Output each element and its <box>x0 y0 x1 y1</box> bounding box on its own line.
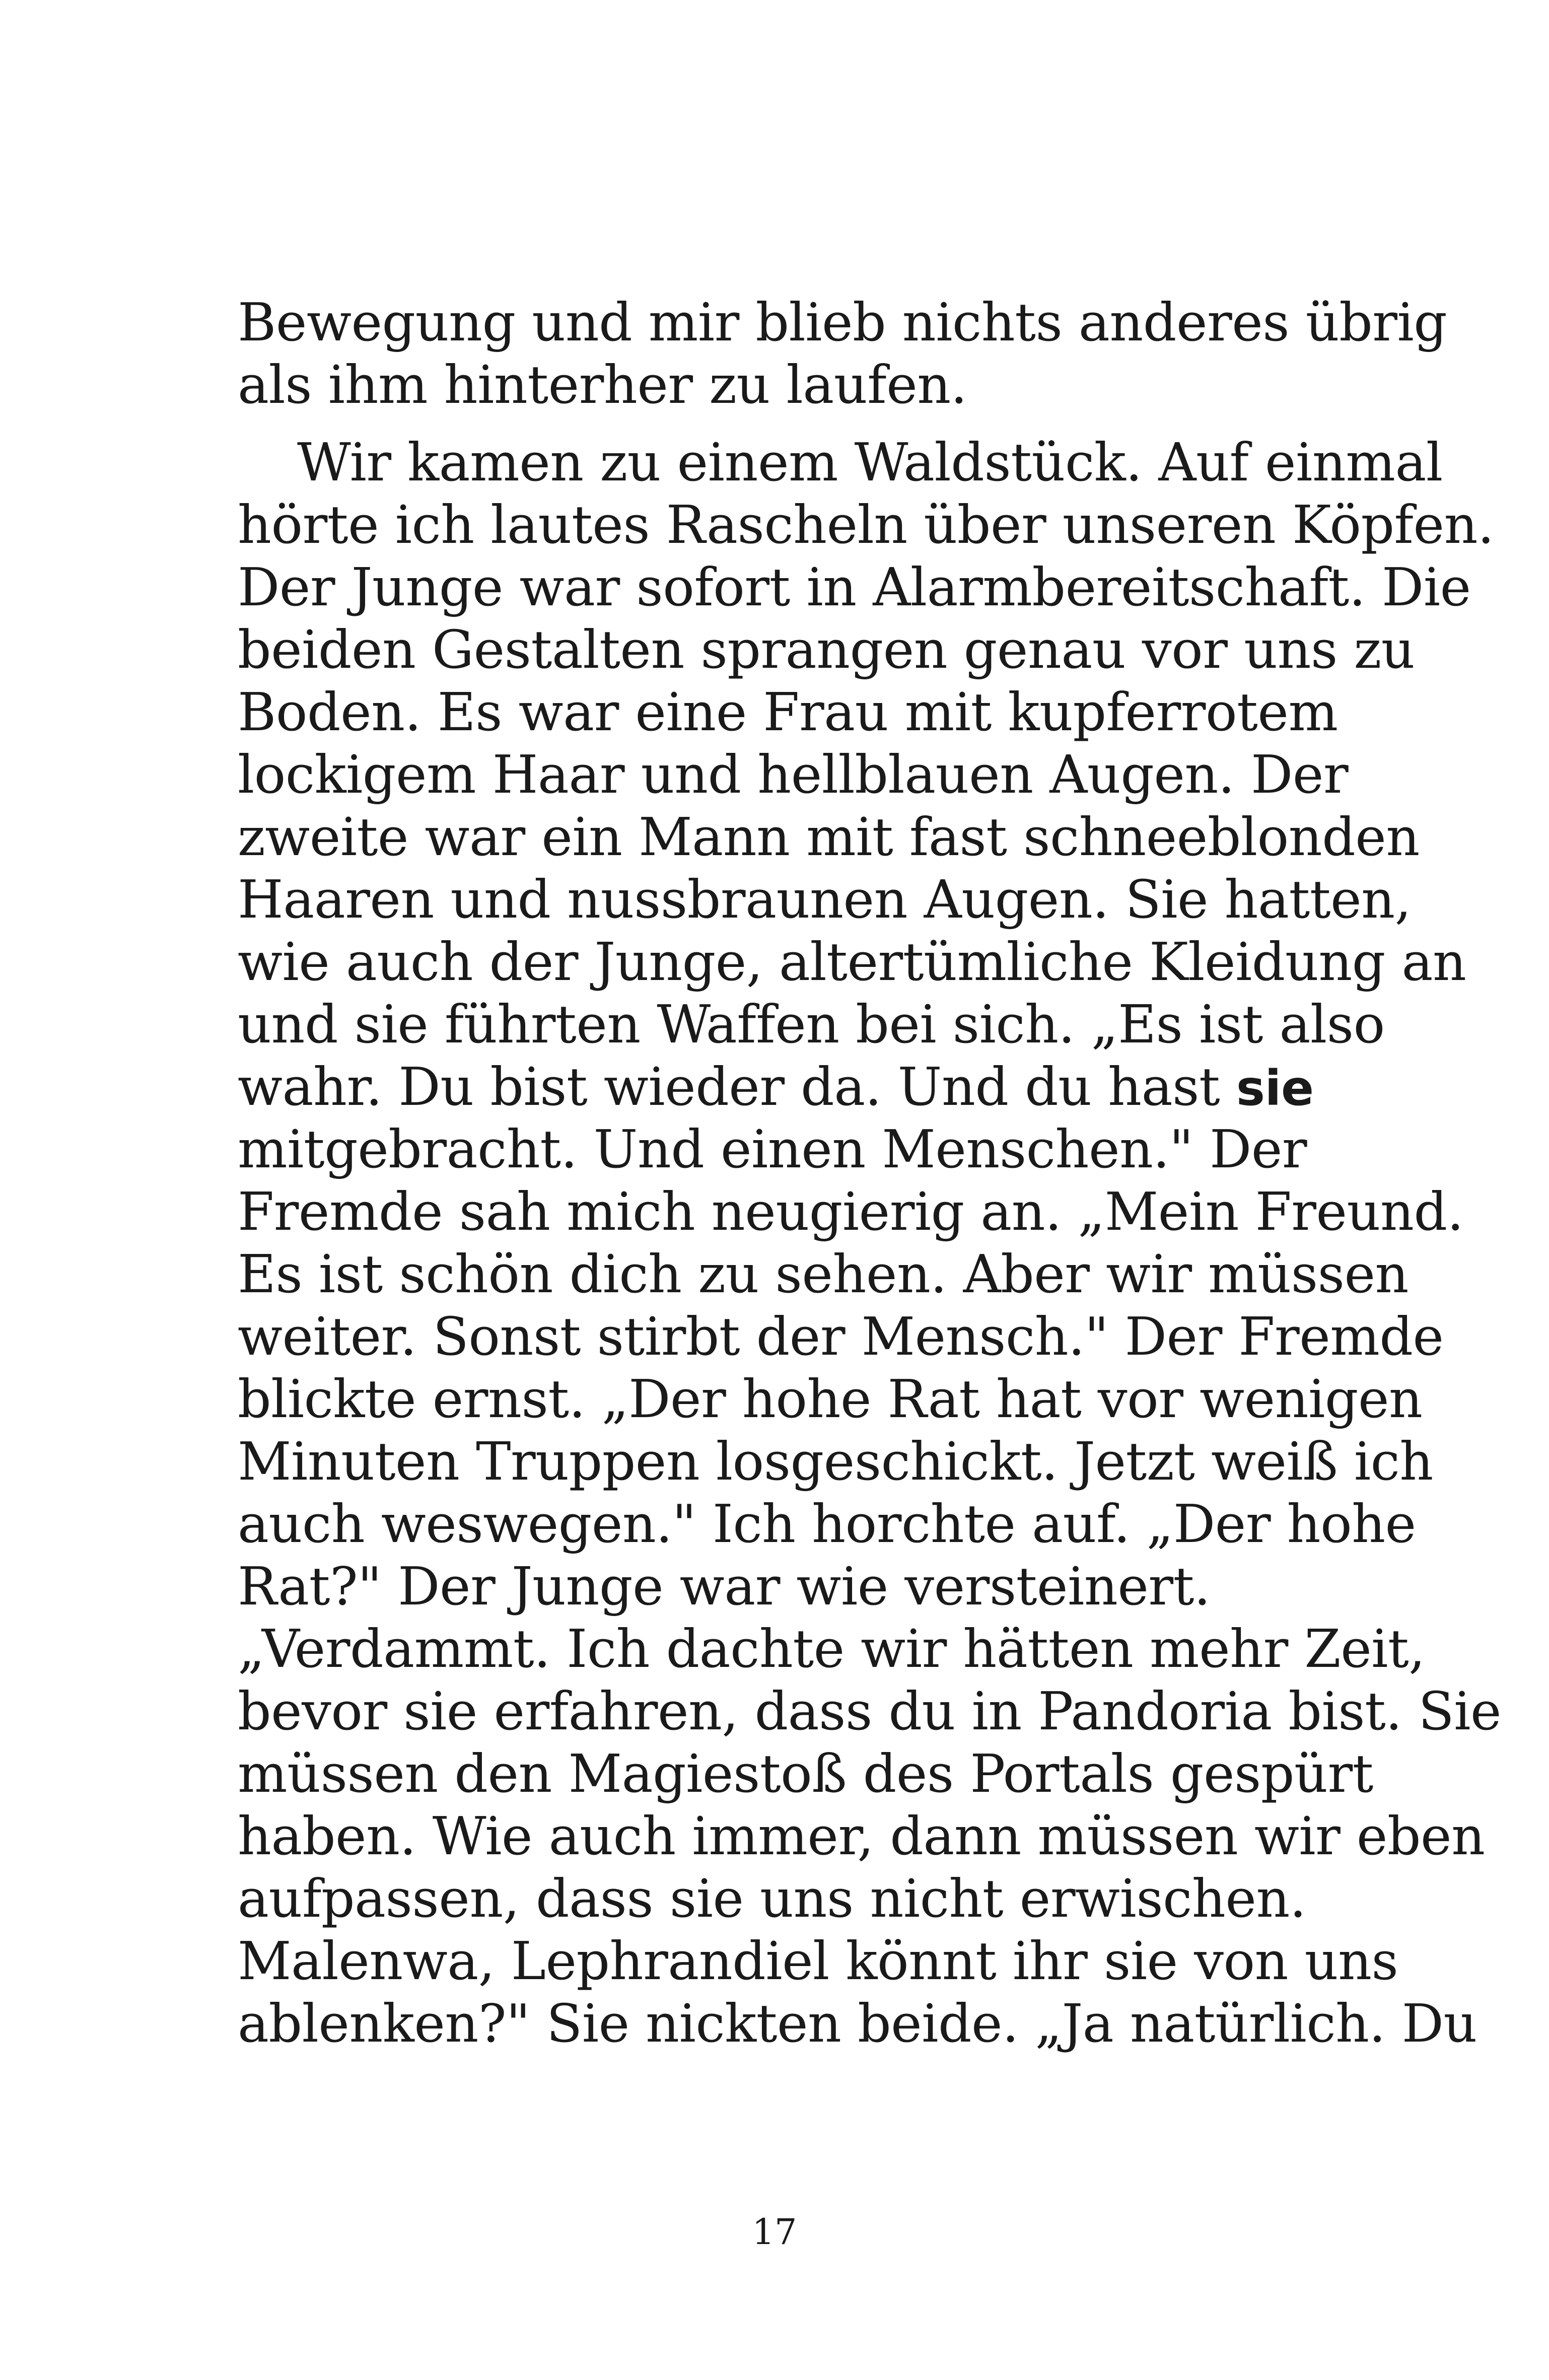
text-line: Bewegung und mir blieb nichts anderes übrig <box>238 292 1447 353</box>
text-line: und sie führten Waffen bei sich. „Es ist also <box>238 994 1385 1055</box>
body-text <box>238 291 1502 2055</box>
text-line: mitgebracht. Und einen Menschen." Der <box>238 1118 1307 1180</box>
text-line-with-emphasis <box>238 1056 1315 1118</box>
text-line: aufpassen, dass sie uns nicht erwischen. <box>238 1868 1306 1929</box>
text-line: hörte ich lautes Rascheln über unseren Köpfen. <box>238 494 1494 555</box>
text-line: Minuten Truppen losgeschickt. Jetzt weiß ich <box>238 1431 1433 1492</box>
text-segment: wahr. Du bist wieder da. Und du hast <box>238 1056 1236 1117</box>
text-line: wie auch der Junge, altertümliche Kleidung an <box>238 931 1466 993</box>
text-line: müssen den Magiestoß des Portals gespürt <box>238 1743 1373 1804</box>
text-line: lockigem Haar und hellblauen Augen. Der <box>238 744 1349 805</box>
text-line: „Verdammt. Ich dachte wir hätten mehr Zeit, <box>238 1618 1425 1679</box>
text-line: ablenken?" Sie nickten beide. „Ja natürlich. Du <box>238 1993 1477 2054</box>
text-line: bevor sie erfahren, dass du in Pandoria bist. Sie <box>238 1681 1502 1742</box>
text-line: Haaren und nussbraunen Augen. Sie hatten, <box>238 869 1412 930</box>
text-line: Boden. Es war eine Frau mit kupferrotem <box>238 681 1338 743</box>
text-line: Malenwa, Lephrandiel könnt ihr sie von uns <box>238 1930 1398 1992</box>
paragraph-gap <box>238 416 1315 431</box>
text-line: haben. Wie auch immer, dann müssen wir eben <box>238 1805 1485 1867</box>
text-line: auch weswegen." Ich horchte auf. „Der hohe <box>238 1493 1416 1555</box>
text-line: beiden Gestalten sprangen genau vor uns zu <box>238 619 1415 680</box>
text-line: Der Junge war sofort in Alarmbereitschaft. Die <box>238 556 1471 618</box>
text-line: weiter. Sonst stirbt der Mensch." Der Fremde <box>238 1306 1444 1367</box>
text-line: Es ist schön dich zu sehen. Aber wir müssen <box>238 1243 1409 1305</box>
emphasized-word: sie <box>1236 1060 1314 1116</box>
text-line: Wir kamen zu einem Waldstück. Auf einmal <box>297 432 1443 493</box>
page-number: 17 <box>752 2211 797 2253</box>
text-line: als ihm hinterher zu laufen. <box>238 354 967 415</box>
text-line: blickte ernst. „Der hohe Rat hat vor wenigen <box>238 1368 1423 1430</box>
text-line: Fremde sah mich neugierig an. „Mein Freund. <box>238 1181 1464 1242</box>
text-line: Rat?" Der Junge war wie versteinert. <box>238 1556 1211 1617</box>
text-line: zweite war ein Mann mit fast schneeblonden <box>238 806 1420 868</box>
